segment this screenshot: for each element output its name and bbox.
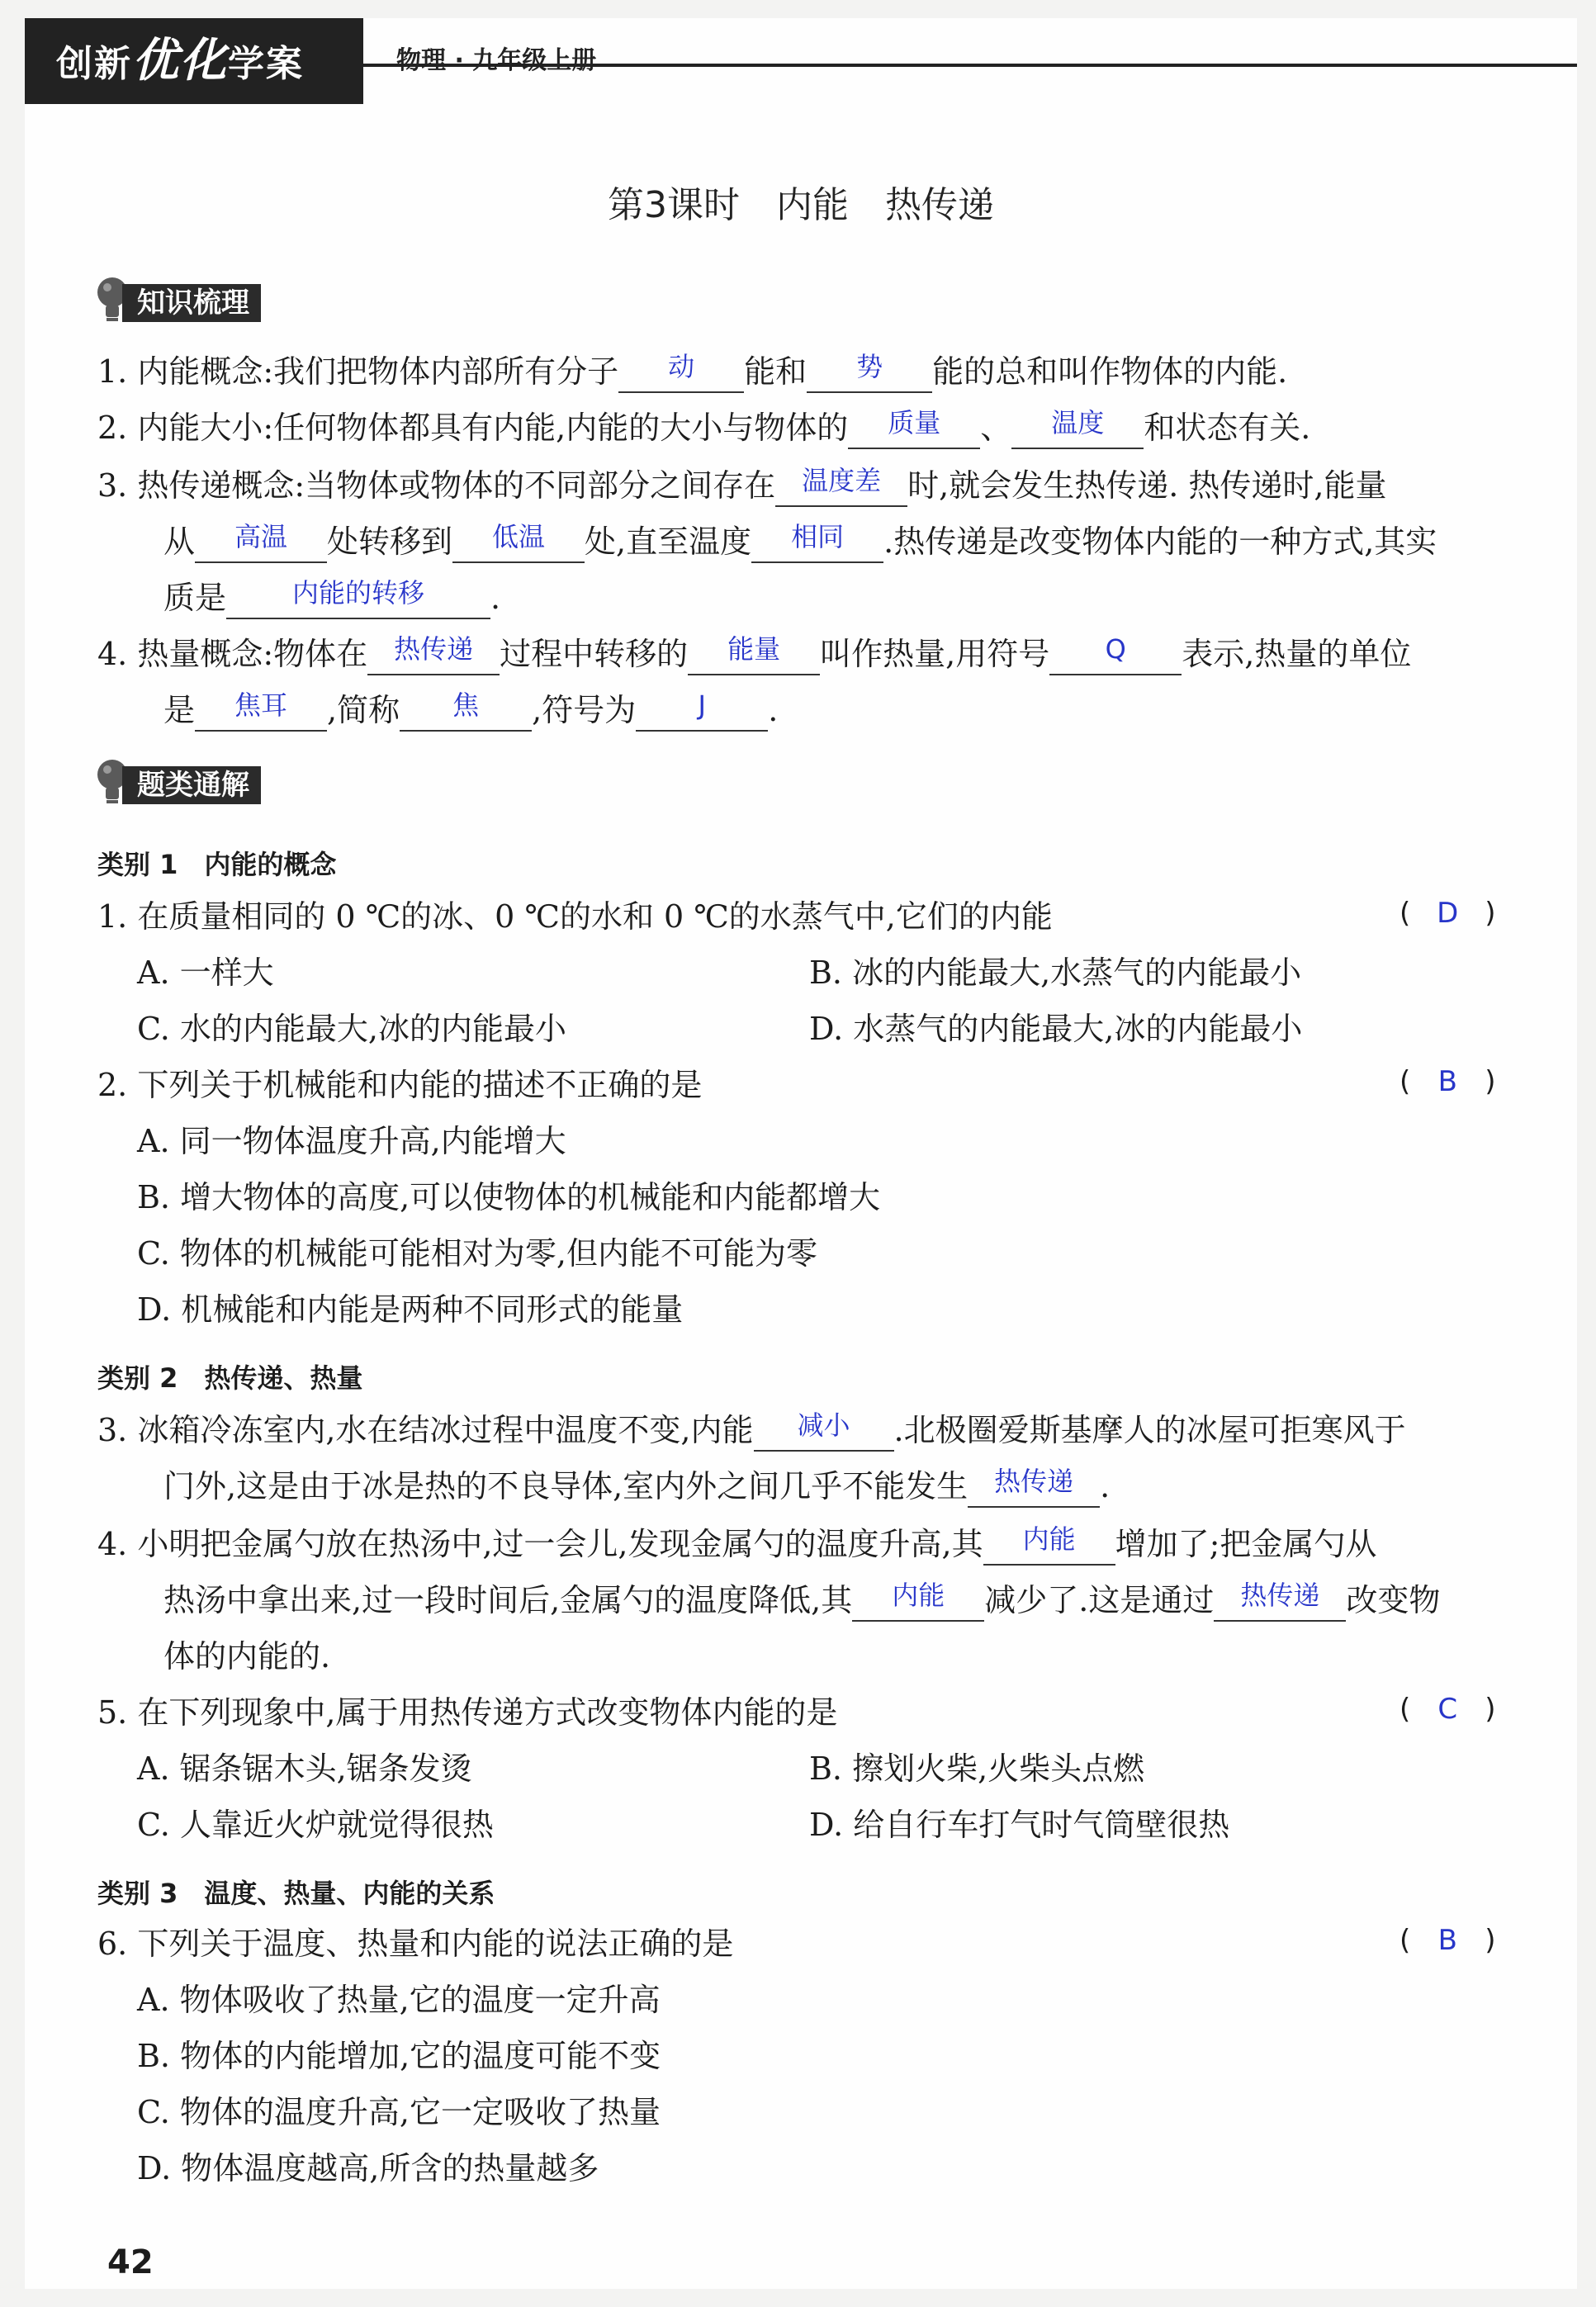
fill-blank: Q <box>1049 634 1182 675</box>
fill-blank: 能量 <box>688 634 820 675</box>
knowledge-item-2: 2. 内能大小:任何物体都具有内能,内能的大小与物体的 质量 、 温度 和状态有关. <box>97 406 1518 449</box>
option-a: A. 物体吸收了热量,它的温度一定升高 <box>137 1982 661 2018</box>
question-3: 3. 冰箱冷冻室内,水在结冰过程中温度不变,内能 减小 .北极圈爱斯基摩人的冰屋可拒寒风于 <box>97 1409 1518 1452</box>
option-b: B. 冰的内能最大,水蒸气的内能最小 <box>809 955 1302 991</box>
option-c: C. 物体的温度升高,它一定吸收了热量 <box>137 2094 661 2130</box>
option-b: B. 物体的内能增加,它的温度可能不变 <box>137 2038 661 2074</box>
question-5-stem: 5. 在下列现象中,属于用热传递方式改变物体内能的是 <box>97 1694 838 1731</box>
fill-blank: 热传递 <box>1214 1580 1346 1622</box>
option-c: C. 水的内能最大,冰的内能最小 <box>137 1011 566 1047</box>
brand-logo: 创新优化学案 <box>25 18 363 104</box>
fill-blank: 焦耳 <box>195 690 327 732</box>
answer-choice-box: ( B ) <box>1399 1924 1496 1957</box>
option-d: D. 水蒸气的内能最大,冰的内能最小 <box>809 1011 1303 1047</box>
question-3-line2: 门外,这是由于冰是热的不良导体,室内外之间几乎不能发生 热传递 . <box>163 1465 1584 1508</box>
fill-blank: 低温 <box>452 522 585 563</box>
question-1-stem: 1. 在质量相同的 0 ℃的冰、0 ℃的水和 0 ℃的水蒸气中,它们的内能 <box>97 898 1053 935</box>
question-2-stem: 2. 下列关于机械能和内能的描述不正确的是 <box>97 1067 703 1103</box>
knowledge-item-4: 4. 热量概念:物体在 热传递 过程中转移的 能量 叫作热量,用符号 Q 表示,热量的单位 <box>97 632 1518 675</box>
lesson-title: 第3课时 内能 热传递 <box>608 184 994 226</box>
fill-blank: 相同 <box>751 522 883 563</box>
category-1-heading: 类别 1 内能的概念 <box>97 849 337 880</box>
fill-blank: 高温 <box>195 522 327 563</box>
option-a: A. 锯条锯木头,锯条发烫 <box>137 1750 472 1787</box>
answer-choice-box: ( B ) <box>1399 1065 1496 1098</box>
fill-blank: 温度 <box>1011 408 1144 449</box>
book-subtitle: 物理 · 九年级上册 <box>396 46 597 75</box>
fill-blank: J <box>636 690 768 732</box>
knowledge-item-3-line2: 从 高温 处转移到 低温 处,直至温度 相同 .热传递是改变物体内能的一种方式,其实 <box>163 520 1584 563</box>
option-b: B. 增大物体的高度,可以使物体的机械能和内能都增大 <box>137 1179 881 1215</box>
answer-choice-box: ( D ) <box>1399 897 1496 930</box>
question-6-stem: 6. 下列关于温度、热量和内能的说法正确的是 <box>97 1926 734 1962</box>
question-4-line3: 体的内能的. <box>163 1638 331 1675</box>
fill-blank: 动 <box>618 352 744 393</box>
option-a: A. 同一物体温度升高,内能增大 <box>137 1123 566 1159</box>
section-label: 知识梳理 <box>122 284 261 322</box>
fill-blank: 热传递 <box>968 1466 1100 1508</box>
answer-choice-box: ( C ) <box>1399 1693 1496 1726</box>
option-c: C. 人靠近火炉就觉得很热 <box>137 1807 494 1843</box>
option-c: C. 物体的机械能可能相对为零,但内能不可能为零 <box>137 1235 817 1272</box>
option-d: D. 给自行车打气时气筒壁很热 <box>809 1807 1230 1843</box>
question-4: 4. 小明把金属勺放在热汤中,过一会儿,发现金属勺的温度升高,其 内能 增加了;把金属勺从 <box>97 1523 1518 1566</box>
worksheet-page <box>25 18 1577 2289</box>
fill-blank: 温度差 <box>775 466 907 507</box>
option-a: A. 一样大 <box>137 955 274 991</box>
fill-blank: 减小 <box>754 1410 894 1452</box>
knowledge-item-4-line2: 是 焦耳 ,简称 焦 ,符号为 J . <box>163 689 1584 732</box>
option-b: B. 擦划火柴,火柴头点燃 <box>809 1750 1145 1787</box>
knowledge-item-3: 3. 热传递概念:当物体或物体的不同部分之间存在 温度差 时,就会发生热传递. 热传递时,能量 <box>97 464 1518 507</box>
category-3-heading: 类别 3 温度、热量、内能的关系 <box>97 1878 495 1909</box>
fill-blank: 内能 <box>983 1524 1115 1566</box>
fill-blank: 内能 <box>852 1580 984 1622</box>
category-2-heading: 类别 2 热传递、热量 <box>97 1362 363 1394</box>
knowledge-item-3-line3: 质是 内能的转移 . <box>163 576 1584 619</box>
option-d: D. 机械能和内能是两种不同形式的能量 <box>137 1291 684 1328</box>
fill-blank: 内能的转移 <box>226 578 490 619</box>
fill-blank: 热传递 <box>367 634 500 675</box>
page-number: 42 <box>107 2243 154 2281</box>
fill-blank: 势 <box>807 352 932 393</box>
question-4-line2: 热汤中拿出来,过一段时间后,金属勺的温度降低,其 内能 减少了.这是通过 热传递 改变物 <box>163 1579 1584 1622</box>
section-label: 题类通解 <box>122 766 261 804</box>
fill-blank: 质量 <box>848 408 980 449</box>
fill-blank: 焦 <box>400 690 532 732</box>
knowledge-item-1: 1. 内能概念:我们把物体内部所有分子 动 能和 势 能的总和叫作物体的内能. <box>97 350 1518 393</box>
option-d: D. 物体温度越高,所含的热量越多 <box>137 2150 599 2186</box>
